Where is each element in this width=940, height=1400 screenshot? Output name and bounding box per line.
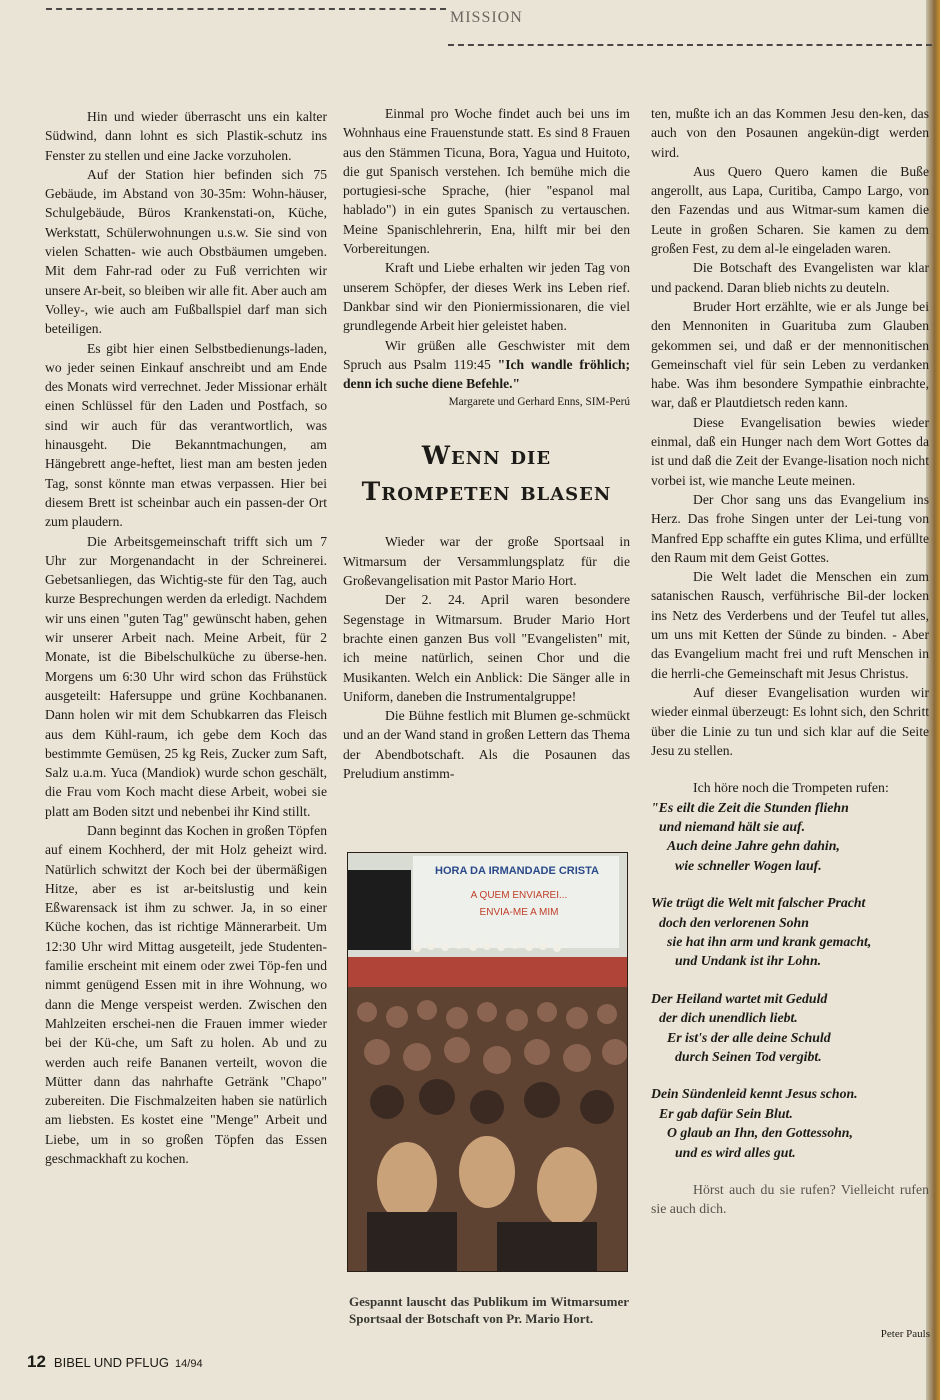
- poem-line: Der Heiland wartet mit Geduld: [651, 990, 828, 1006]
- paragraph: Auf der Station hier befinden sich 75 Gebäude, im Abstand von 30-35m: Wohn-häuser, Schulgebäude, Büros Krankenstati-on, Küche, Werkstatt, Schülerwohnungen u.s.w. Sie sind von vielen Schatten- wie auch Obstbäumen umgeben. Mit dem Fahr-rad oder zu Fuß verrichten wir unsere Ar-beit, so bleiben wir alle fit. Aber auch am Volley-, wie auch am Fußballspiel darf man sich beteiligen.: [45, 166, 327, 337]
- publication-name: BIBEL UND PFLUG: [53, 1355, 170, 1370]
- poem-stanza: [651, 1084, 929, 1162]
- issue-number: 14/94: [175, 1358, 203, 1370]
- paragraph: Bruder Hort erzählte, wie er als Junge bei den Mennoniten in Guarituba zum Glauben gekommen sei, und daß er der mennonitischen Gemeinschaft viel für sein Leben zu verdanken habe. Was ihm besondere Sympathie einbrachte, war, daß er Plautdietsch reden kann.: [651, 298, 929, 411]
- poem-line: Wie trügt die Welt mit falscher Pracht: [651, 895, 866, 911]
- paragraph: Dann beginnt das Kochen in großen Töpfen auf einem Kochherd, der mit Holz geheizt wird. Natürlich schwitzt der Koch bei der übermäßigen Hitze, aber es ist ar-beitslustig und kein Eßwarensack ist ihm zu schwer. Ja, in so einer Küche kochen, das ist richtige Männerarbeit. Um 12:30 Uhr wird Mittag ausgeteilt, jede Studenten-familie erscheint mit einem oder zwei Töp-fen und nimmt genügend Essen mit in ihre Wohnung, wo dann die Menge verspeist werden. Zwischen den Mahlzeiten erschei-nen die Frauen immer wieder bei der Kü-che, um Saft zu holen. Ab und zu werden auch reife Bananen verteilt, wovon die Mütter dann das nahrhafte Getränk "Chapo" zubereiten. Die Fischmalzeiten haben sie natürlich am liebsten. Es kostet eine "Menge" Arbeit und Liebe, um in so großen Töpfen das Essen geschmackhaft zu kochen.: [45, 822, 327, 1167]
- page-number: 12: [27, 1352, 46, 1371]
- poem-line: "Es eilt die Zeit die Stunden fliehn: [651, 799, 849, 815]
- paragraph: Wieder war der große Sportsaal in Witmarsum der Versammlungsplatz für die Großevangelisation mit Pastor Mario Hort.: [343, 534, 630, 589]
- paragraph: Einmal pro Woche findet auch bei uns im Wohnhaus eine Frauenstunde statt. Es sind 8 Frauen aus den Stämmen Ticuna, Bora, Yagua und Huitoto, die gut Spanisch verstehen. Ich bemühe mich die portugiesi-sche Sprache, (hier "espanol mal hablado") in ein gutes Spanisch zu vertauschen. Meine Spanischlehrerin, Ena, hilft mir bei den Vorbereitungen.: [343, 106, 630, 257]
- poem-line: Auch deine Jahre gehn dahin,: [667, 838, 840, 854]
- poem-stanza: [651, 798, 929, 876]
- article-title-line-1: Wenn die: [421, 441, 552, 471]
- poem-stanza: [651, 893, 929, 971]
- paragraph: Kraft und Liebe erhalten wir jeden Tag von unserem Schöpfer, der dieses Werk ins Leben rief. Dankbar sind wir den Pioniermissionaren, die viel grundlegende Arbeit hier geleistet haben.: [343, 260, 630, 334]
- greeting-text: Wir grüßen alle Geschwister mit dem Spruch aus Psalm 119:45: [343, 337, 630, 372]
- poem-line: O glaub an Ihn, den Gottessohn,: [667, 1125, 853, 1141]
- poem-stanza: [651, 989, 929, 1067]
- paragraph: Die Arbeitsgemeinschaft trifft sich um 7 Uhr zur Morgenandacht in der Schreinerei. Gebetsanliegen, das Wichtig-ste für den Tag, auch kurze Besprechungen werden da erledigt. Nachdem wir uns einen "guten Tag" gewünscht haben, gehen wir unserer Arbeit nach. Meine Arbeit, für 2 Monate, ist die Bibelschulküche zu überse-hen. Morgens um 6:30 Uhr wird schon das Frühstück ausgeteilt: Hafersuppe und grüne Kochbananen. Dann holen wir mit dem Schubkarren das Fleisch aus dem Kühl-raum, ich gebe dem Koch das bestimmte Gemüsen, 25 kg Reis, Zucker zum Saft, Salz u.a.m. Yuca (Mandiok) wurde schon geschält, die Frau vom Koch macht diese Arbeit, wobei sie platt am Boden sitzt und nebenbei ihr Kind stillt.: [45, 533, 327, 819]
- paragraph: Diese Evangelisation bewies wieder einmal, daß ein Hunger nach dem Wort Gottes da ist und daß die Zeit der Evange-lisation noch nicht vorbei ist, wie manche Leute meinen.: [651, 414, 929, 488]
- section-header: MISSION: [450, 9, 523, 26]
- paragraph: Die Welt ladet die Menschen ein zum satanischen Rausch, verführische Bil-der locken ins Netz des Verderbens und der Teufel tut alles, um uns mit Ketten der Sünde zu binden. - Aber das Evangelium macht frei und ruft Menschen in die herrli-che Gemeinschaft mit Jesus Christus.: [651, 569, 929, 681]
- paragraph: Aus Quero Quero kamen die Buße angerollt, aus Lapa, Curitiba, Campo Largo, von den Fazendas und aus Witmar-sum kamen die Leute in großen Scharen. Sie kamen zu dem großen Fest, zu dem al-le eingeladen waren.: [651, 163, 929, 257]
- paragraph: Die Botschaft des Evangelisten war klar und packend. Daran blieb nichts zu deuteln.: [651, 260, 929, 295]
- poem-line: und niemand hält sie auf.: [659, 818, 806, 834]
- poem-line: Er gab dafür Sein Blut.: [659, 1105, 793, 1121]
- poem-line: wie schneller Wogen lauf.: [675, 857, 822, 873]
- header-dashed-rule: [448, 44, 932, 46]
- banner-line-2: A QUEM ENVIAREI...: [470, 890, 568, 901]
- paragraph: Der Chor sang uns das Evangelium ins Herz. Das frohe Singen unter der Lei-tung von Manfred Epp schaffte ein gutes Klima, und erfüllte den Raum mit dem Geist Gottes.: [651, 491, 929, 565]
- paragraph: Es gibt hier einen Selbstbedienungs-laden, wo jeder seinen Einkauf anschreibt und am Ende des Monats wird verrechnet. Jeder Missionar erhält einen Schlüssel für den Laden und Postfach, so sind wir auch für das verantwortlich, was hinausgeht. Die Bekanntmachungen, am Hängebrett ange-heftet, liest man am besten jeden Tag, sonst könnte man etwas verpassen. Hier bei diesem Brett ist scheinbar auch ein passen-der Ort zum plaudern.: [45, 340, 327, 530]
- poem-line: sie hat ihn arm und krank gemacht,: [667, 933, 872, 949]
- paragraph: Hin und wieder überrascht uns ein kalter Südwind, dann lohnt es sich Plastik-schutz ins Fenster zu stellen und eine Jacke vorzuholen.: [45, 109, 327, 163]
- greeting-paragraph: [343, 336, 630, 394]
- photo-caption: Gespannt lauscht das Publikum im Witmarsumer Sportsaal der Botschaft von Pr. Mario Hort.: [349, 1294, 629, 1326]
- top-dashed-rule: [46, 8, 446, 10]
- closing-question: Hörst auch du sie rufen? Vielleicht rufen sie auch dich.: [651, 1182, 929, 1217]
- poem-line: Dein Sündenleid kennt Jesus schon.: [651, 1086, 858, 1102]
- poem-line: Er ist's der alle deine Schuld: [667, 1029, 831, 1045]
- paragraph: Auf dieser Evangelisation wurden wir wieder einmal überzeugt: Es lohnt sich, den Schritt über die Linie zu tun und sich klar auf die Seite Jesu zu stellen.: [651, 684, 929, 758]
- column-1: [45, 107, 327, 1168]
- article-title-line-2: Trompeten blasen: [361, 477, 612, 507]
- poem-line: doch den verlorenen Sohn: [659, 914, 809, 930]
- paragraph: ten, mußte ich an das Kommen Jesu den-ken, das auch von den Posaunen angekün-digt werden wird.: [651, 106, 929, 160]
- article-title: [343, 438, 630, 510]
- banner-line-3: ENVIA-ME A MIM: [479, 907, 559, 918]
- poem-line: und Undank ist ihr Lohn.: [675, 953, 822, 969]
- poem-line: der dich unendlich liebt.: [659, 1010, 798, 1026]
- greeting-quote: "Ich wandle fröhlich; denn ich suche diene Befehle.": [343, 356, 630, 392]
- banner-line-1: HORA DA IRMANDADE CRISTA: [435, 865, 599, 877]
- paragraph: Die Bühne festlich mit Blumen ge-schmückt und an der Wand stand in großen Lettern das Thema der Abendbotschaft. Als die Posaunen das Preludium anstimm-: [343, 708, 630, 782]
- poem-line: durch Seinen Tod vergibt.: [675, 1048, 822, 1064]
- column-2: [343, 104, 630, 783]
- page-footer: [27, 1352, 203, 1372]
- poem-line: und es wird alles gut.: [675, 1144, 796, 1160]
- article-author: Peter Pauls: [880, 1328, 930, 1340]
- poem-intro: Ich höre noch die Trompeten rufen:: [693, 780, 889, 796]
- letter-signature: Margarete und Gerhard Enns, SIM-Perú: [448, 396, 630, 409]
- auditorium-photo: [347, 852, 628, 1272]
- column-3: [651, 104, 929, 1219]
- poem: [651, 778, 929, 1219]
- paragraph: Der 2. 24. April waren besondere Segenstage in Witmarsum. Bruder Mario Hort brachte einen ganzen Bus voll "Evangelisten" mit, ich meine natürlich, seinen Chor und die Musikanten. Welch ein Anblick: Die Sänger alle in Uniform, daneben die Instrumentalgruppe!: [343, 592, 630, 704]
